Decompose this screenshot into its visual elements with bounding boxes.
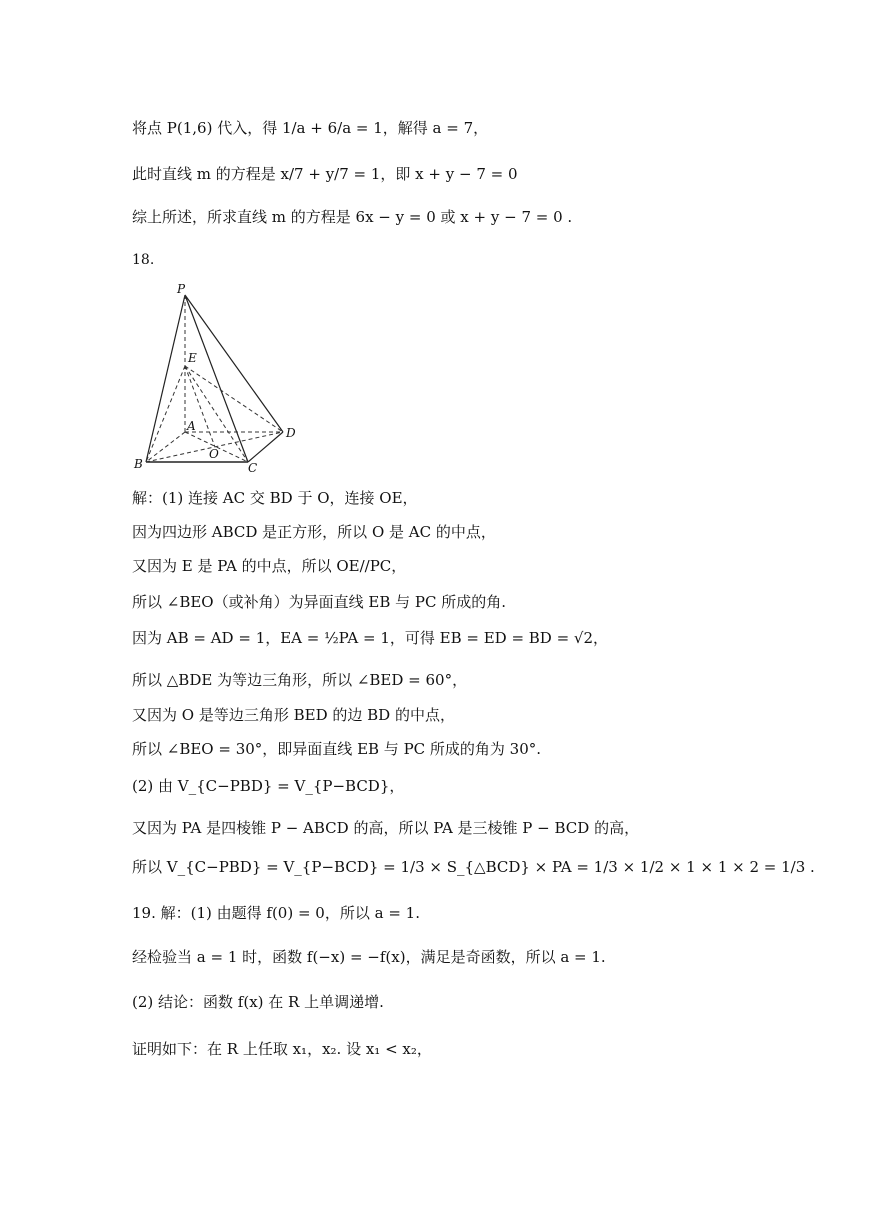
line-9: 因为 AB = AD = 1，EA = ½PA = 1，可得 EB = ED = BD = √2， — [132, 629, 609, 647]
line-1: 将点 P(1,6) 代入，得 1/a + 6/a = 1，解得 a = 7， — [132, 119, 489, 137]
line-19: 证明如下：在 R 上任取 x₁，x₂. 设 x₁ < x₂， — [132, 1040, 432, 1058]
line-6: 因为四边形 ABCD 是正方形，所以 O 是 AC 的中点， — [132, 523, 496, 541]
line-5: 解：(1) 连接 AC 交 BD 于 O，连接 OE， — [132, 489, 418, 507]
line-8: 所以 ∠BEO（或补角）为异面直线 EB 与 PC 所成的角. — [132, 593, 506, 611]
edge-CD — [248, 432, 283, 462]
line-2: 此时直线 m 的方程是 x/7 + y/7 = 1，即 x + y − 7 = 0 — [132, 165, 518, 183]
line-12: 所以 ∠BEO = 30°，即异面直线 EB 与 PC 所成的角为 30°. — [132, 740, 542, 758]
line-18: (2) 结论：函数 f(x) 在 R 上单调递增. — [132, 993, 384, 1011]
line-15: 所以 V_{C−PBD} = V_{P−BCD} = 1/3 × S_{△BCD} × PA = 1/3 × 1/2 × 1 × 1 × 2 = 1/3 . — [132, 858, 815, 876]
line-10: 所以 △BDE 为等边三角形，所以 ∠BED = 60°， — [132, 671, 468, 689]
line-13: (2) 由 V_{C−PBD} = V_{P−BCD}， — [132, 777, 405, 795]
line-11: 又因为 O 是等边三角形 BED 的边 BD 的中点， — [132, 706, 455, 724]
line-7: 又因为 E 是 PA 的中点，所以 OE//PC， — [132, 557, 407, 575]
label-B: B — [134, 457, 143, 471]
line-14: 又因为 PA 是四棱锥 P − ABCD 的高，所以 PA 是三棱锥 P − BCD 的高， — [132, 819, 640, 837]
label-A: A — [187, 419, 196, 433]
line-17: 经检验当 a = 1 时，函数 f(−x) = −f(x)，满足是奇函数，所以 a = 1. — [132, 948, 606, 966]
label-C: C — [248, 461, 258, 475]
label-O: O — [209, 447, 219, 461]
label-E: E — [188, 351, 197, 365]
label-D: D — [286, 426, 296, 440]
line-3: 综上所述，所求直线 m 的方程是 6x − y = 0 或 x + y − 7 = 0 . — [132, 208, 573, 226]
edge-ED — [185, 366, 283, 432]
label-P: P — [177, 282, 186, 296]
line-16: 19. 解：(1) 由题得 f(0) = 0，所以 a = 1. — [132, 904, 420, 922]
edge-PD — [185, 295, 283, 432]
problem-number-18: 18. — [132, 252, 155, 268]
pyramid-figure — [130, 280, 305, 475]
edge-EO — [185, 366, 215, 447]
